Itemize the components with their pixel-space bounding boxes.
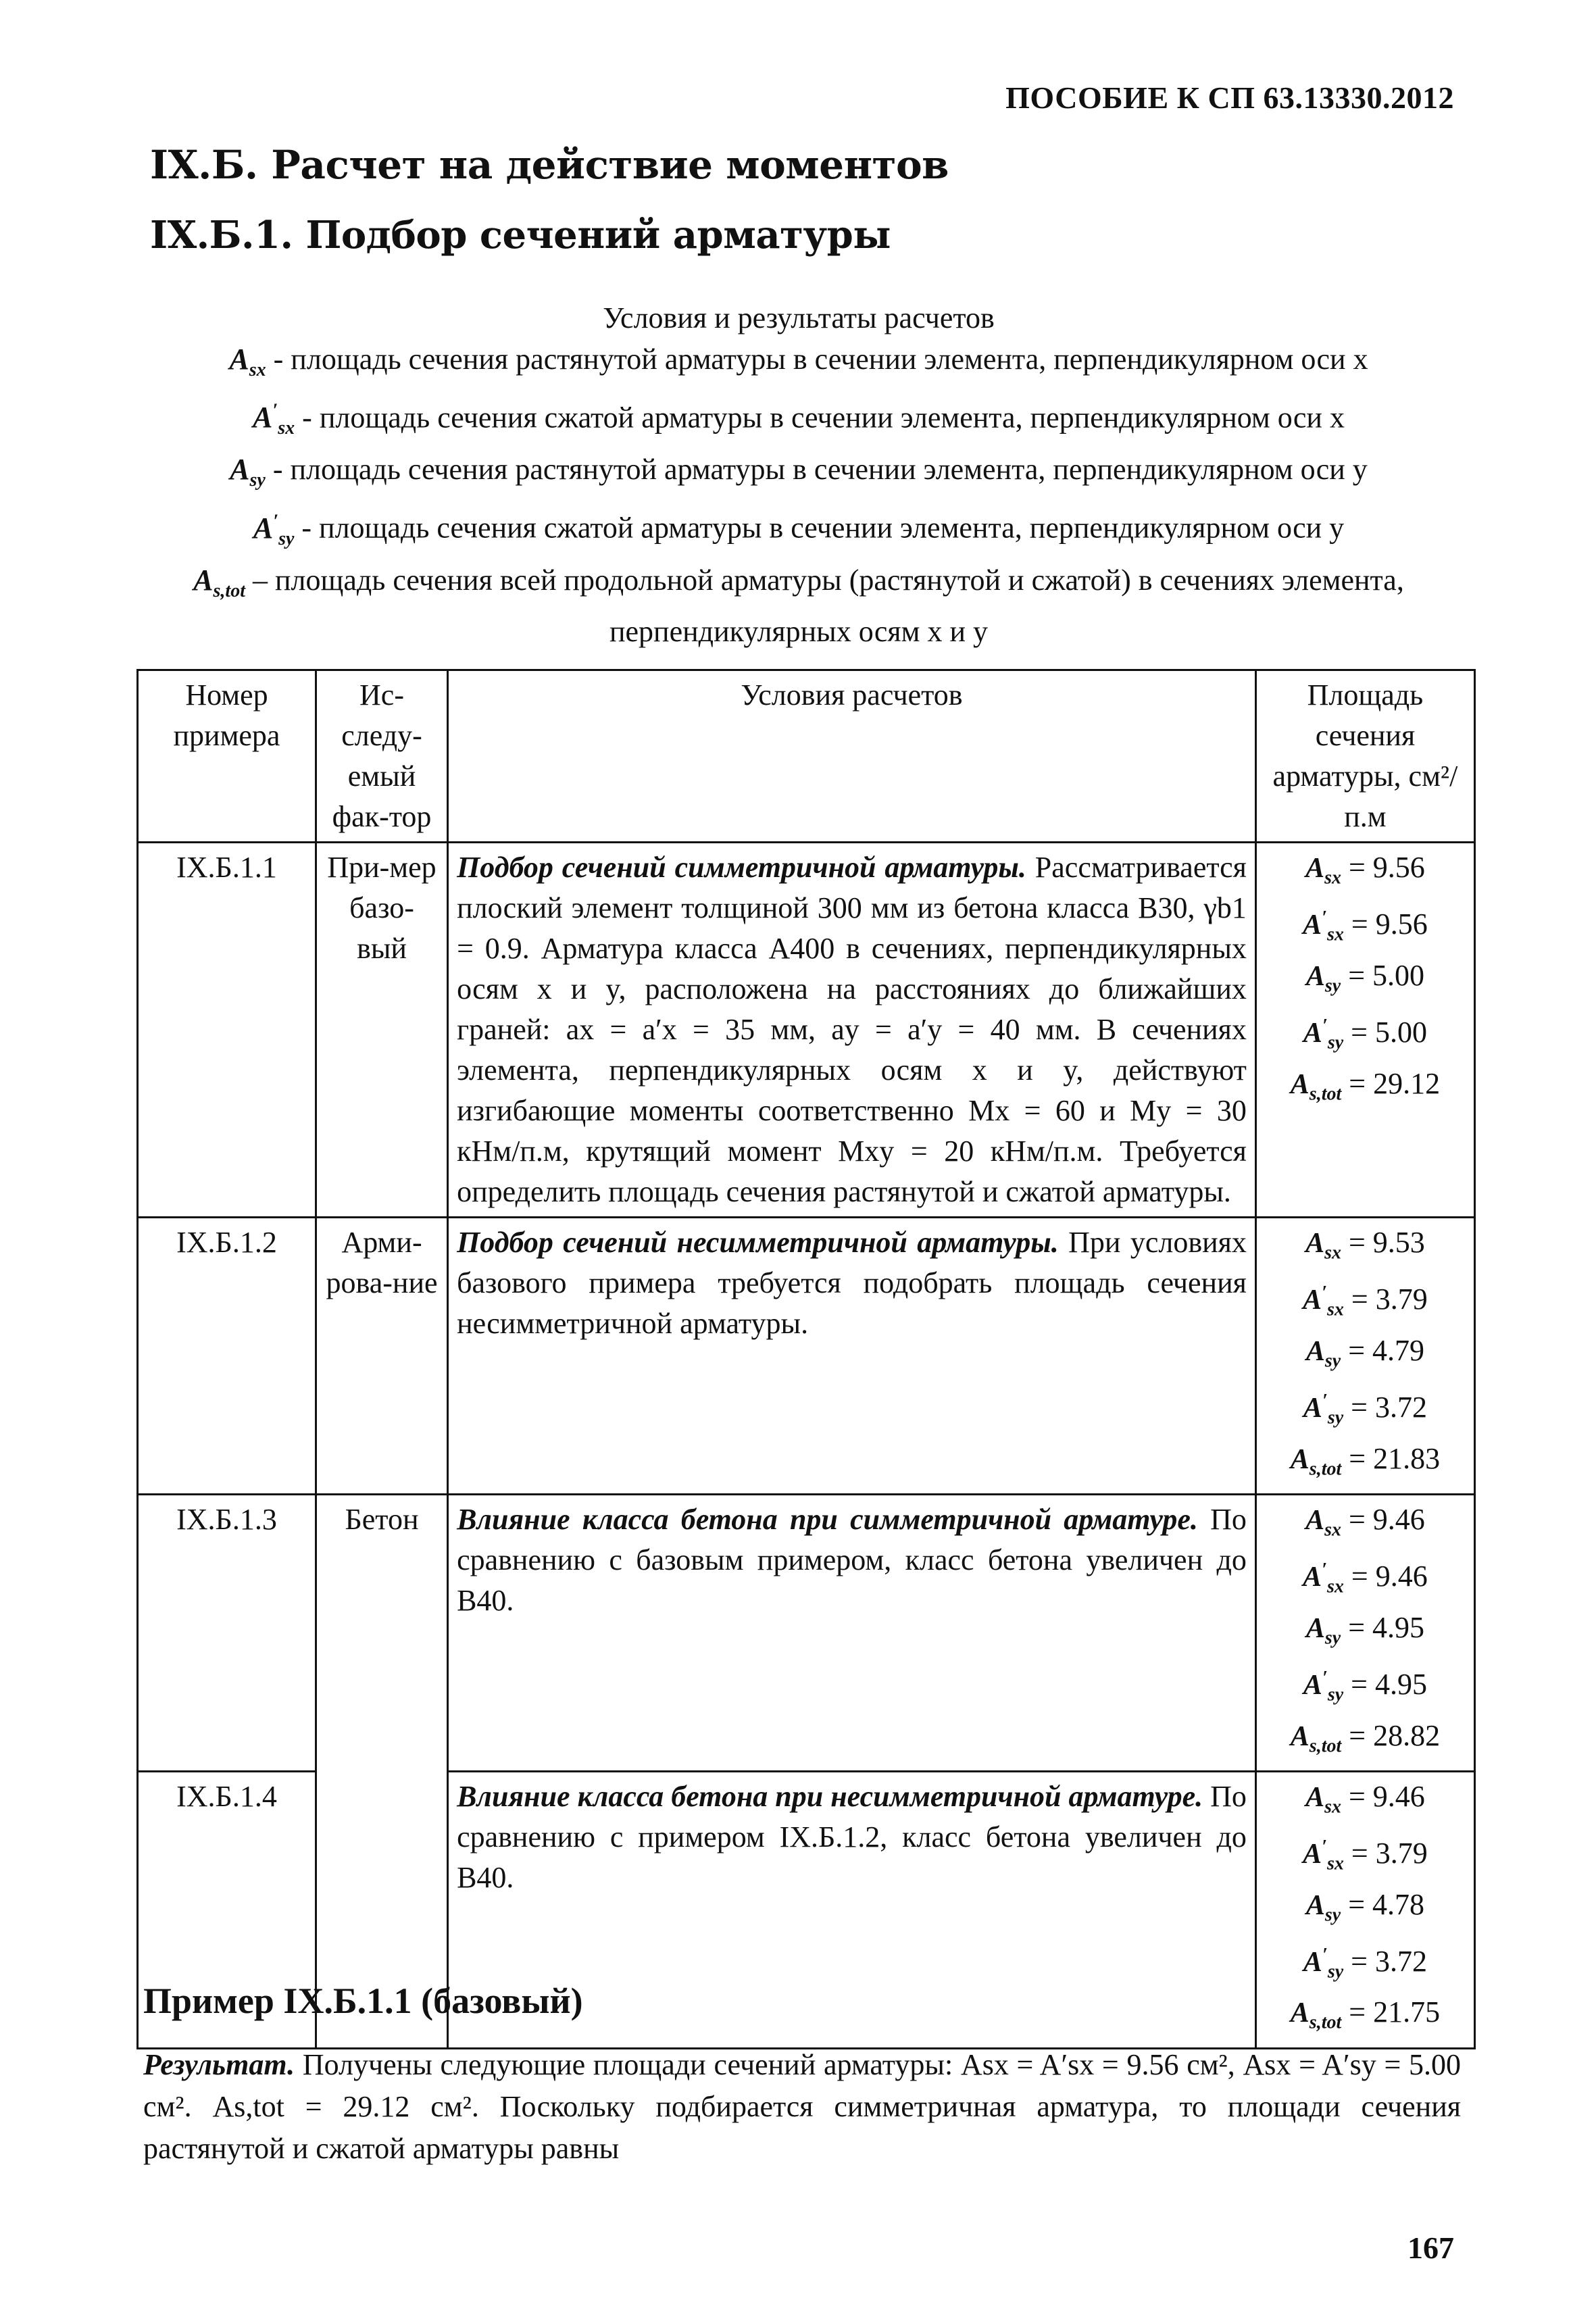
row-number: IX.Б.1.1 [138, 843, 316, 1218]
definition-sx: $A_{sx}$ - площадь сечения растянутой арматуры в сечении элемента, перпендикулярном оси x [229, 343, 1368, 380]
area-value: $A_{s,tot} = 28.82$ [1290, 1718, 1441, 1756]
symbol: $A_{s,tot}$ [193, 563, 245, 601]
area-value: $A'_{sy} = 3.72$ [1303, 1945, 1427, 1983]
conditions-title: Условия и результаты расчетов [603, 301, 995, 334]
result-label: Результат. [143, 2048, 295, 2081]
header-area: Площадь сечения арматуры, см²/п.м [1255, 670, 1474, 843]
row-number: IX.Б.1.4 [138, 1771, 316, 2048]
area-value: $A_{s,tot} = 29.12$ [1290, 1066, 1441, 1104]
header-number: Номер примера [138, 670, 316, 843]
symbol: $A'_{sx}$ [253, 400, 295, 439]
conditions-block [150, 297, 1447, 652]
area-value: $A_{s,tot} = 21.75$ [1290, 1995, 1441, 2033]
page-number: 167 [1407, 2231, 1454, 2265]
row-conditions [448, 843, 1256, 1218]
area-value: $A_{sx} = 9.56$ [1305, 851, 1425, 889]
row-conditions [448, 1494, 1256, 1771]
example-title: Пример IX.Б.1.1 (базовый) [143, 1981, 583, 2021]
definition-sy: $A_{sy}$ - площадь сечения растянутой арматуры в сечении элемента, перпендикулярном оси y [230, 453, 1368, 491]
row-title: Подбор сечений несимметричной арматуры. [457, 1226, 1059, 1259]
section-subtitle: IX.Б.1. Подбор сечений арматуры [150, 213, 891, 257]
row-title: Влияние класса бетона при несимметричной арматуре. [457, 1779, 1203, 1813]
area-value: $A'_{sx} = 3.79$ [1303, 1283, 1428, 1320]
row-description: По сравнению с примером IX.Б.1.2, класс бетона увеличен до В40. [457, 1779, 1247, 1894]
definition-sx-prime: $A'_{sx}$ - площадь сечения сжатой арматуры в сечении элемента, перпендикулярном оси x [253, 400, 1345, 439]
row-number: IX.Б.1.2 [138, 1218, 316, 1495]
running-header: ПОСОБИЕ К СП 63.13330.2012 [1005, 80, 1454, 115]
result-text: Получены следующие площади сечений арматуры: Asx = A′sx = 9.56 см², Asx = A′sy = 5.00 см². As,tot = 29.12 см². Поскольку подбирается симметричная арматура, то площади сечения растянутой и сжатой арматуры равны [143, 2048, 1462, 2165]
area-value: $A'_{sy} = 3.72$ [1303, 1391, 1427, 1428]
table-row [138, 1494, 1475, 1771]
row-description: Рассматривается плоский элемент толщиной 300 мм из бетона класса В30, γb1 = 0.9. Арматура класса А400 в сечениях, перпендикулярных осям x и y, расположена на расстояниях до ближайших граней: ax = a′x = 35 мм, ay = a′y = 40 мм. В сечениях элемента, перпендикулярных осям x и y, действуют изгибающие моменты соответственно Mx = 60 и My = 30 кНм/п.м, крутящий момент Mxy = 20 кНм/п.м. Требуется определить площадь сечения растянутой и сжатой арматуры. [457, 851, 1247, 1208]
table-row [138, 1218, 1475, 1495]
area-value: $A'_{sy} = 5.00$ [1303, 1016, 1427, 1053]
row-areas [1255, 1494, 1474, 1771]
table-header-row [138, 670, 1475, 843]
section-title: IX.Б. Расчет на действие моментов [150, 142, 949, 188]
definition-sy-prime: $A'_{sy}$ - площадь сечения сжатой арматуры в сечении элемента, перпендикулярном оси y [253, 511, 1345, 549]
row-factor: Бетон [316, 1494, 447, 2048]
row-factor: При-мер базо-вый [316, 843, 447, 1218]
area-value: $A_{sy} = 4.79$ [1305, 1333, 1425, 1372]
row-description: По сравнению с базовым примером, класс бетона увеличен до В40. [457, 1502, 1247, 1617]
row-areas [1255, 1771, 1474, 2048]
area-value: $A_{sy} = 4.78$ [1305, 1887, 1425, 1926]
area-value: $A_{sx} = 9.46$ [1305, 1502, 1425, 1541]
symbol: $A_{sy}$ [230, 453, 266, 491]
table-row [138, 843, 1475, 1218]
row-areas [1255, 1218, 1474, 1495]
row-description: При условиях базового примера требуется подобрать площадь сечения несимметричной арматуры. [457, 1226, 1247, 1340]
result-paragraph [143, 2044, 1461, 2170]
area-value: $A_{s,tot} = 21.83$ [1290, 1441, 1441, 1479]
area-value: $A_{sx} = 9.53$ [1305, 1226, 1425, 1264]
header-factor: Ис-следу-емый фак-тор [316, 670, 447, 843]
area-value: $A_{sx} = 9.46$ [1305, 1779, 1425, 1818]
area-value: $A'_{sx} = 9.46$ [1303, 1560, 1428, 1597]
row-factor: Арми-рова-ние [316, 1218, 447, 1495]
header-conditions: Условия расчетов [448, 670, 1256, 843]
area-value: $A_{sy} = 4.95$ [1305, 1610, 1425, 1649]
area-value: $A'_{sx} = 3.79$ [1303, 1837, 1428, 1874]
row-title: Подбор сечений симметричной арматуры. [457, 851, 1026, 884]
symbol: $A_{sx}$ [229, 343, 266, 380]
row-title: Влияние класса бетона при симметричной арматуре. [457, 1502, 1198, 1536]
area-value: $A'_{sy} = 4.95$ [1303, 1668, 1427, 1706]
area-value: $A'_{sx} = 9.56$ [1303, 907, 1428, 945]
results-table [136, 669, 1476, 2049]
area-value: $A_{sy} = 5.00$ [1305, 958, 1425, 997]
definition-stot: $A_{s,tot}$ – площадь сечения всей продольной арматуры (растянутой и сжатой) в сечениях элемента, перпендикулярных осям x и y [193, 563, 1404, 649]
row-conditions [448, 1218, 1256, 1495]
symbol: $A'_{sy}$ [253, 511, 295, 549]
row-number: IX.Б.1.3 [138, 1494, 316, 1771]
row-areas [1255, 843, 1474, 1218]
